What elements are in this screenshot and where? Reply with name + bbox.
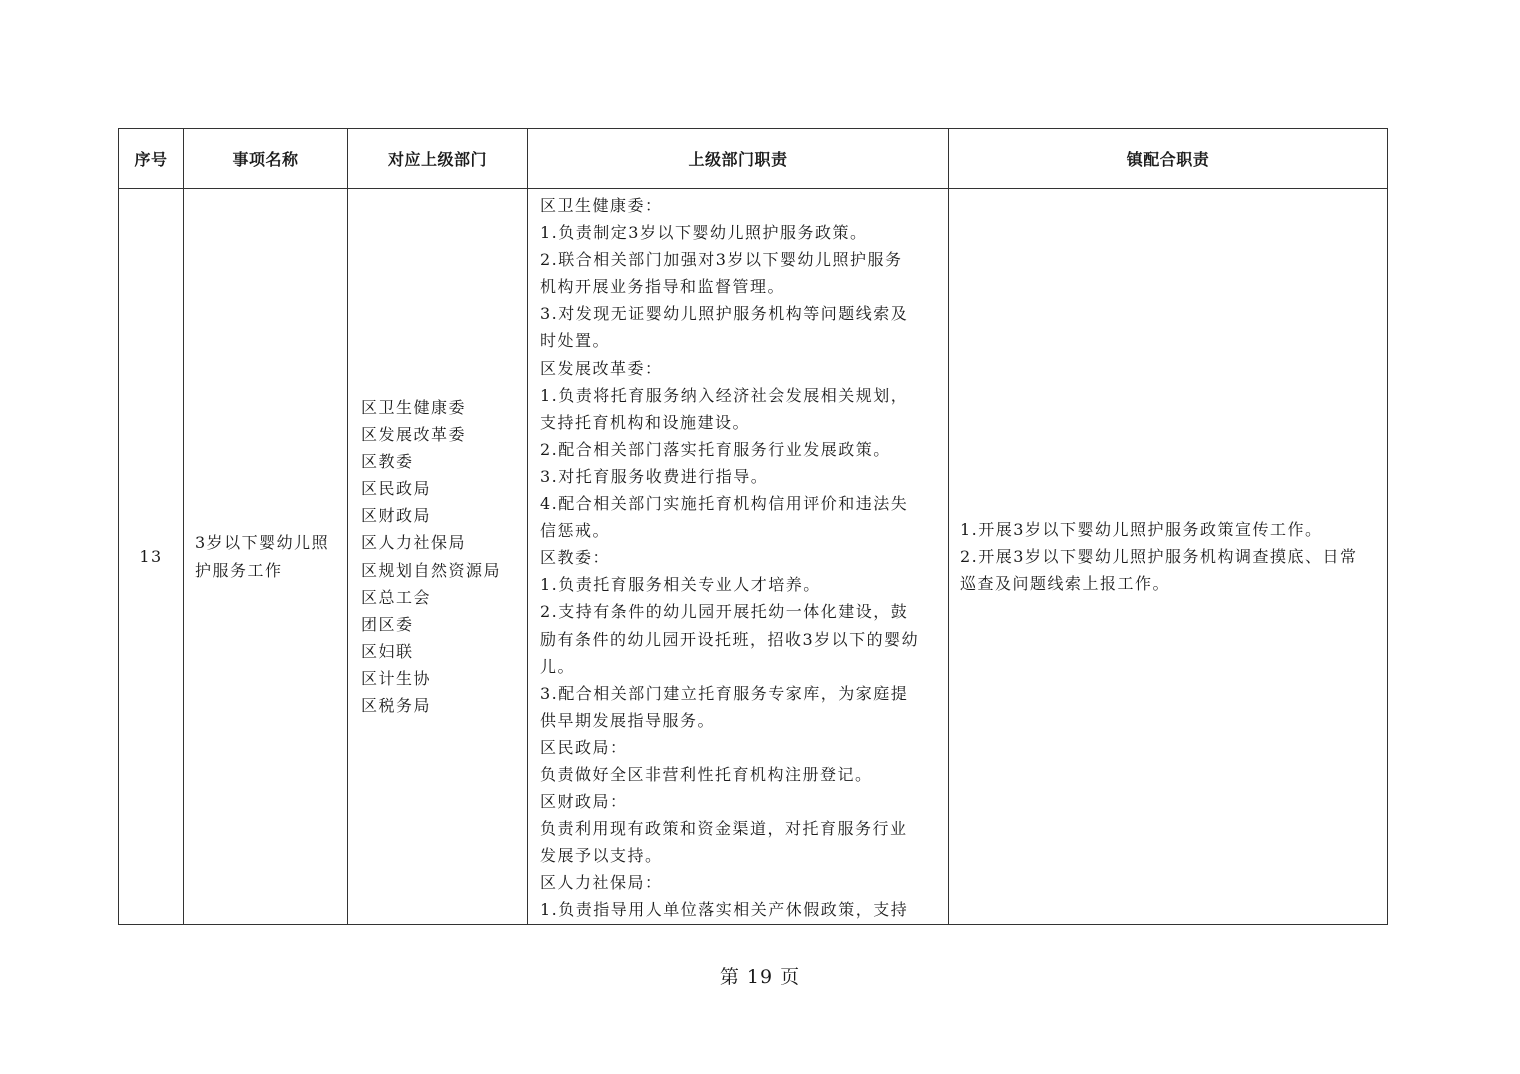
- superior-duty-line: 区民政局：: [540, 737, 628, 757]
- superior-duty-line: 负责利用现有政策和资金渠道，对托育服务行业: [540, 819, 908, 839]
- superior-duty-line: 发展予以支持。: [540, 846, 663, 866]
- page-label-prefix: 第: [719, 966, 740, 988]
- row-superior-duties: [528, 189, 949, 925]
- superior-duty-line: 区教委：: [540, 548, 611, 568]
- superior-duty-line: 1.负责托育服务相关专业人才培养。: [540, 575, 821, 595]
- superior-duty-line: 信惩戒。: [540, 521, 611, 541]
- department-item: 区计生协: [361, 668, 432, 688]
- page-label-suffix: 页: [780, 966, 801, 988]
- department-item: 区税务局: [361, 695, 432, 715]
- page-number: 19: [746, 966, 774, 988]
- town-duty-line: 2.开展3岁以下婴幼儿照护服务机构调查摸底、日常: [960, 546, 1358, 566]
- department-item: 区卫生健康委: [361, 397, 467, 417]
- superior-duty-line: 负责做好全区非营利性托育机构注册登记。: [540, 764, 873, 784]
- department-item: 区发展改革委: [361, 425, 467, 445]
- superior-duty-line: 儿。: [540, 656, 576, 676]
- row-town-duties: [949, 189, 1388, 925]
- superior-duty-line: 区卫生健康委：: [540, 196, 663, 215]
- superior-duty-line: 1.负责制定3岁以下婴幼儿照护服务政策。: [540, 223, 868, 243]
- page-footer: [0, 962, 1520, 989]
- superior-duty-line: 1.负责将托育服务纳入经济社会发展相关规划，: [540, 385, 909, 405]
- superior-duty-line: 时处置。: [540, 331, 611, 351]
- department-item: 区规划自然资源局: [361, 560, 502, 580]
- item-name-line: 3岁以下婴幼儿照: [195, 533, 330, 553]
- department-item: 区人力社保局: [361, 533, 467, 553]
- superior-duty-line: 区发展改革委：: [540, 358, 663, 378]
- superior-duty-line: 励有条件的幼儿园开设托班，招收3岁以下的婴幼: [540, 629, 920, 649]
- superior-duty-line: 支持托育机构和设施建设。: [540, 412, 751, 432]
- superior-duty-line: 3.对托育服务收费进行指导。: [540, 466, 769, 486]
- row-departments: [348, 189, 528, 925]
- superior-duty-line: 3.配合相关部门建立托育服务专家库，为家庭提: [540, 683, 909, 703]
- header-town-duties: 镇配合职责: [949, 129, 1388, 189]
- superior-duty-line: 机构开展业务指导和监督管理。: [540, 277, 786, 297]
- item-name-line: 护服务工作: [195, 560, 283, 580]
- superior-duty-line: 3.对发现无证婴幼儿照护服务机构等问题线索及: [540, 304, 909, 324]
- department-item: 团区委: [361, 614, 414, 634]
- superior-duty-line: 区人力社保局：: [540, 873, 663, 893]
- superior-duty-line: 2.联合相关部门加强对3岁以下婴幼儿照护服务: [540, 250, 903, 270]
- header-superior-duties: 上级部门职责: [528, 129, 949, 189]
- superior-duty-line: 供早期发展指导服务。: [540, 710, 716, 730]
- department-item: 区总工会: [361, 587, 432, 607]
- department-item: 区民政局: [361, 479, 432, 499]
- responsibility-table: [118, 128, 1388, 925]
- superior-duty-line: 2.支持有条件的幼儿园开展托幼一体化建设，鼓: [540, 602, 909, 622]
- town-duty-line: 1.开展3岁以下婴幼儿照护服务政策宣传工作。: [960, 519, 1323, 539]
- table-header-row: [119, 129, 1388, 189]
- town-duty-line: 巡查及问题线索上报工作。: [960, 574, 1171, 594]
- header-superior-dept: 对应上级部门: [348, 129, 528, 189]
- table-row: [119, 189, 1388, 925]
- header-seq: 序号: [119, 129, 184, 189]
- department-item: 区教委: [361, 452, 414, 472]
- superior-duty-line: 2.配合相关部门落实托育服务行业发展政策。: [540, 439, 891, 459]
- superior-duty-line: 4.配合相关部门实施托育机构信用评价和违法失: [540, 494, 909, 514]
- header-item-name: 事项名称: [184, 129, 348, 189]
- superior-duty-line: 区财政局：: [540, 792, 628, 812]
- row-item-name: [184, 189, 348, 925]
- row-seq: 13: [119, 189, 184, 925]
- department-item: 区妇联: [361, 641, 414, 661]
- superior-duty-line: 1.负责指导用人单位落实相关产休假政策，支持: [540, 900, 909, 920]
- department-item: 区财政局: [361, 506, 432, 526]
